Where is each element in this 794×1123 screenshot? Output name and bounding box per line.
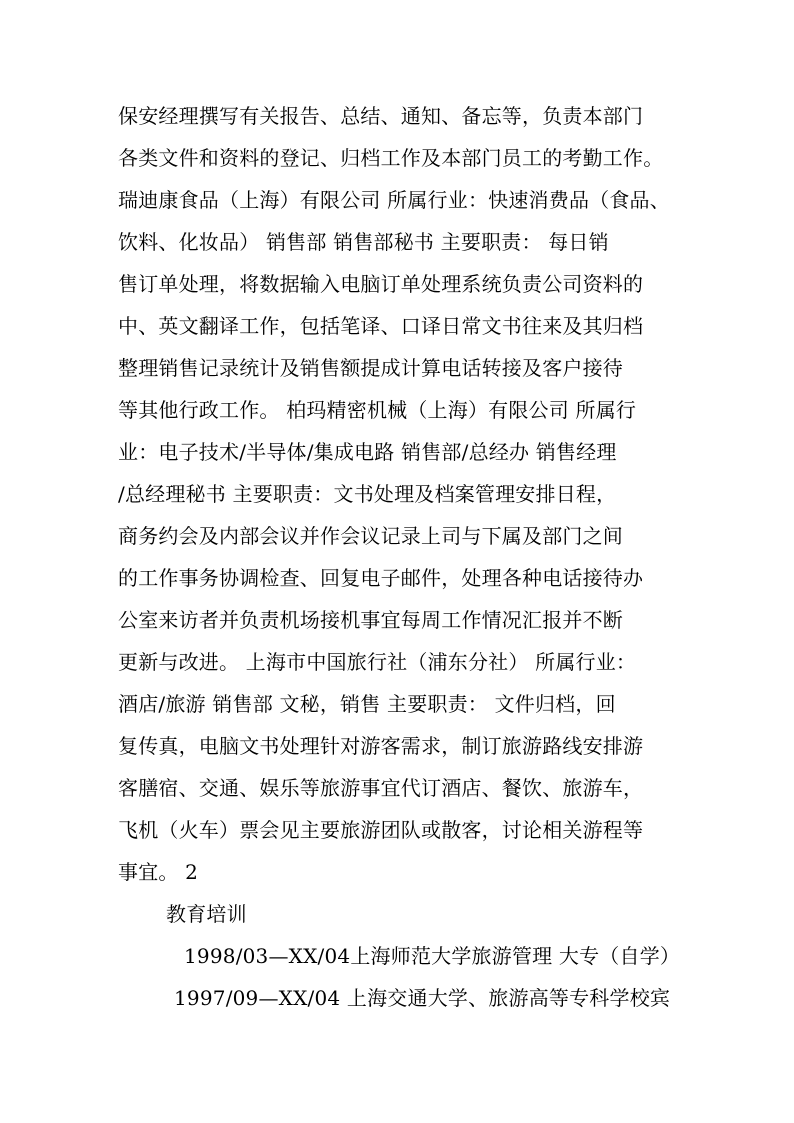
education-heading: 教育培训 [166,902,247,926]
body-line: 售订单处理，将数据输入电脑订单处理系统负责公司资料的 [118,272,644,296]
body-line: /总经理秘书 主要职责：文书处理及档案管理安排日程， [118,482,617,506]
body-line: 中、英文翻译工作，包括笔译、口译日常文书往来及其归档 [118,314,644,338]
body-line: 飞机（火车）票会见主要旅游团队或散客，讨论相关游程等 [118,818,644,842]
body-line: 瑞迪康食品（上海）有限公司 所属行业：快速消费品（食品、 [118,188,670,212]
body-line: 的工作事务协调检查、回复电子邮件，处理各种电话接待办 [118,566,644,590]
education-entry: 1998/03—XX/04上海师范大学旅游管理 大专（自学） [184,944,681,968]
body-line: 保安经理撰写有关报告、总结、通知、备忘等，负责本部门 [118,104,644,128]
body-line: 酒店/旅游 销售部 文秘，销售 主要职责： 文件归档，回 [118,692,616,716]
body-line: 公室来访者并负责机场接机事宜每周工作情况汇报并不断 [118,608,623,632]
body-line-with-page-number: 事宜。 2 [118,860,199,884]
body-line: 饮料、化妆品） 销售部 销售部秘书 主要职责： 每日销 [118,230,609,254]
body-line: 等其他行政工作。 柏玛精密机械（上海）有限公司 所属行 [118,398,637,422]
body-line: 商务约会及内部会议并作会议记录上司与下属及部门之间 [118,524,623,548]
body-line: 客膳宿、交通、娱乐等旅游事宜代订酒店、餐饮、旅游车， [118,776,644,800]
body-line: 整理销售记录统计及销售额提成计算电话转接及客户接待 [118,356,623,380]
body-line: 更新与改进。 上海市中国旅行社（浦东分社） 所属行业： [118,650,637,674]
education-entry: 1997/09—XX/04 上海交通大学、旅游高等专科学校宾 [174,986,671,1010]
body-line: 业：电子技术/半导体/集成电路 销售部/总经办 销售经理 [118,440,617,464]
body-line: 复传真，电脑文书处理针对游客需求，制订旅游路线安排游 [118,734,644,758]
body-line: 各类文件和资料的登记、归档工作及本部门员工的考勤工作。 [118,146,664,170]
